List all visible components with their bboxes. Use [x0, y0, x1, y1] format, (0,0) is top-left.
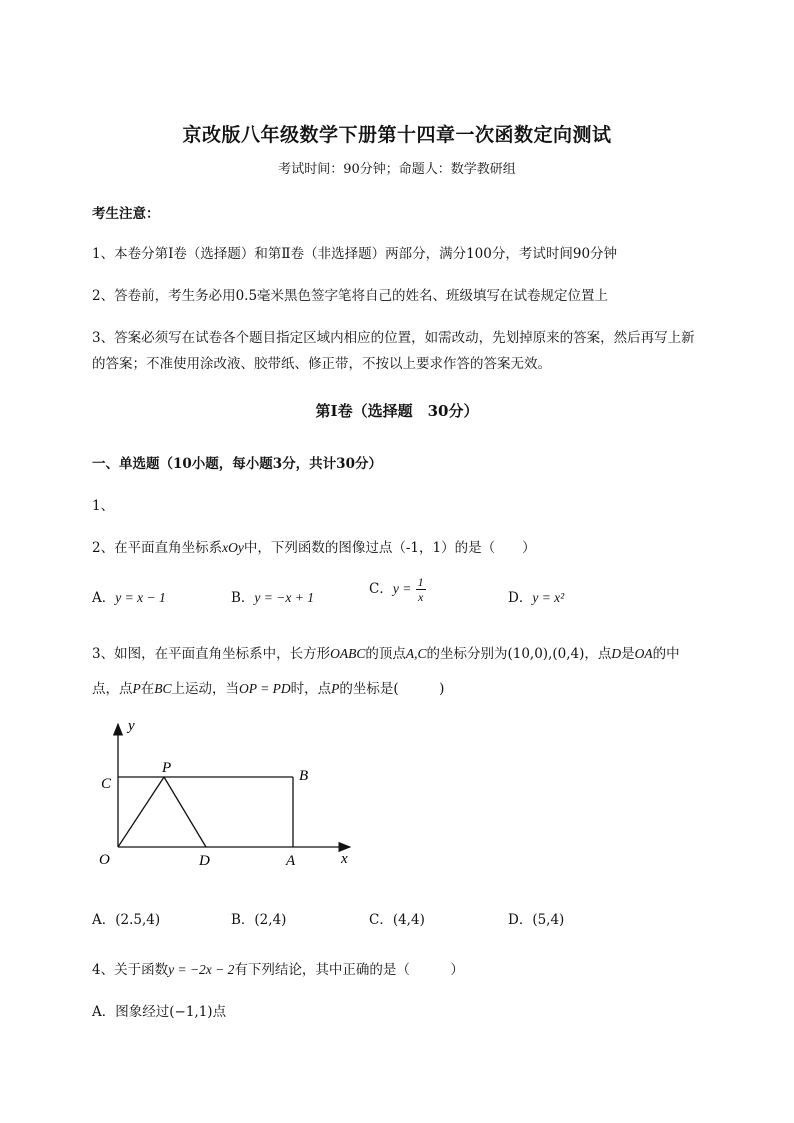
- label-p: P: [162, 760, 172, 776]
- notice-item-2: 2、答卷前，考生务必用0.5毫米黑色签字笔将自己的姓名、班级填写在试卷规定位置上: [92, 288, 609, 304]
- q2-option-c-den: x: [417, 590, 424, 604]
- q4-function: y = −2x − 2: [168, 962, 235, 977]
- page-title: 京改版八年级数学下册第十四章一次函数定向测试: [182, 124, 612, 146]
- segment-pd: [164, 777, 206, 847]
- q2-option-d-label: D．: [508, 590, 533, 606]
- q2-option-a[interactable]: [92, 586, 166, 606]
- label-a: A: [286, 853, 296, 869]
- q2-option-c[interactable]: [369, 576, 426, 603]
- notice-item-3: 3、答案必须写在试卷各个题目指定区域内相应的位置，如需改动，先划掉原来的答案，然后再写上新: [92, 330, 695, 346]
- question-1: 1、: [92, 498, 115, 514]
- q2-option-c-fraction: [416, 576, 426, 603]
- q3-text: 是: [621, 646, 635, 662]
- q2-text-post: 中，下列函数的图像过点（-1，1）的是（ ）: [243, 540, 536, 556]
- q2-option-a-math: y = x − 1: [115, 590, 166, 605]
- q3-math-p: P: [132, 681, 141, 696]
- q3-math-p: P: [331, 681, 340, 696]
- q3-text: 的坐标分别为(10,0),(0,4)，点: [426, 646, 612, 662]
- q3-text: 的中: [652, 646, 680, 662]
- section-title: 第I卷（选择题 30分）: [315, 402, 479, 420]
- question-4-stem: [92, 958, 464, 978]
- q2-text-pre: 2、在平面直角坐标系: [92, 540, 223, 556]
- q3-text: 的坐标是( ): [339, 681, 445, 697]
- q3-text: 时，点: [290, 681, 332, 697]
- q3-option-c[interactable]: C．(4,4): [369, 912, 425, 928]
- label-o: O: [99, 852, 110, 868]
- label-b: B: [299, 768, 309, 784]
- notice-heading: 考生注意：: [92, 206, 160, 222]
- q4-text-post: 有下列结论，其中正确的是（ ）: [234, 962, 464, 978]
- part-heading: 一、单选题（10小题，每小题3分，共计30分）: [92, 456, 382, 472]
- label-d: D: [199, 853, 210, 869]
- notice-item-1: 1、本卷分第I卷（选择题）和第Ⅱ卷（非选择题）两部分，满分100分，考试时间90分钟: [92, 246, 618, 262]
- q3-math-oabc: OABC: [330, 646, 366, 661]
- segment-op: [118, 777, 164, 847]
- label-y: y: [128, 718, 135, 734]
- q2-option-a-label: A．: [92, 590, 116, 606]
- q3-math-op-pd: OP = PD: [239, 681, 291, 696]
- q3-math-oa: OA: [634, 646, 653, 661]
- q2-option-c-label: C．: [369, 581, 393, 597]
- notice-item-3-cont: 的答案；不准使用涂改液、胶带纸、修正带，不按以上要求作答的答案无效。: [92, 356, 551, 372]
- q3-math-d: D: [611, 646, 622, 661]
- q2-option-d-math: y = x²: [532, 590, 565, 605]
- q3-text: 点，点: [92, 681, 133, 697]
- q3-math-ac: A,C: [405, 646, 427, 661]
- q3-text: 上运动，当: [171, 681, 240, 697]
- question-2-stem: [92, 536, 536, 556]
- q2-option-b-math: y = −x + 1: [254, 590, 314, 605]
- q2-option-b-label: B．: [231, 590, 255, 606]
- q3-math-bc: BC: [154, 681, 172, 696]
- question-3-line-1: [92, 642, 680, 662]
- q2-option-d[interactable]: [508, 586, 564, 606]
- q3-option-a[interactable]: A．(2.5,4): [92, 912, 161, 928]
- label-x: x: [341, 851, 348, 867]
- label-c: C: [101, 776, 112, 792]
- q3-option-d[interactable]: D．(5,4): [508, 912, 565, 928]
- q2-var: xOy: [222, 540, 244, 555]
- question-3-line-2: [92, 677, 444, 697]
- q3-text: 的顶点: [365, 646, 406, 662]
- page-subtitle: 考试时间：90分钟；命题人：数学教研组: [278, 162, 516, 177]
- q3-text: 在: [140, 681, 155, 697]
- q3-figure: [88, 710, 368, 875]
- q2-option-c-lhs: y =: [392, 581, 412, 596]
- q2-option-c-num: 1: [417, 575, 424, 589]
- q3-option-b[interactable]: B．(2,4): [231, 912, 287, 928]
- q2-option-b[interactable]: [231, 586, 314, 606]
- q3-text: 3、如图，在平面直角坐标系中，长方形: [92, 646, 331, 662]
- q4-text-pre: 4、关于函数: [92, 962, 169, 978]
- q4-option-a[interactable]: A．图象经过(−1,1)点: [92, 1004, 227, 1020]
